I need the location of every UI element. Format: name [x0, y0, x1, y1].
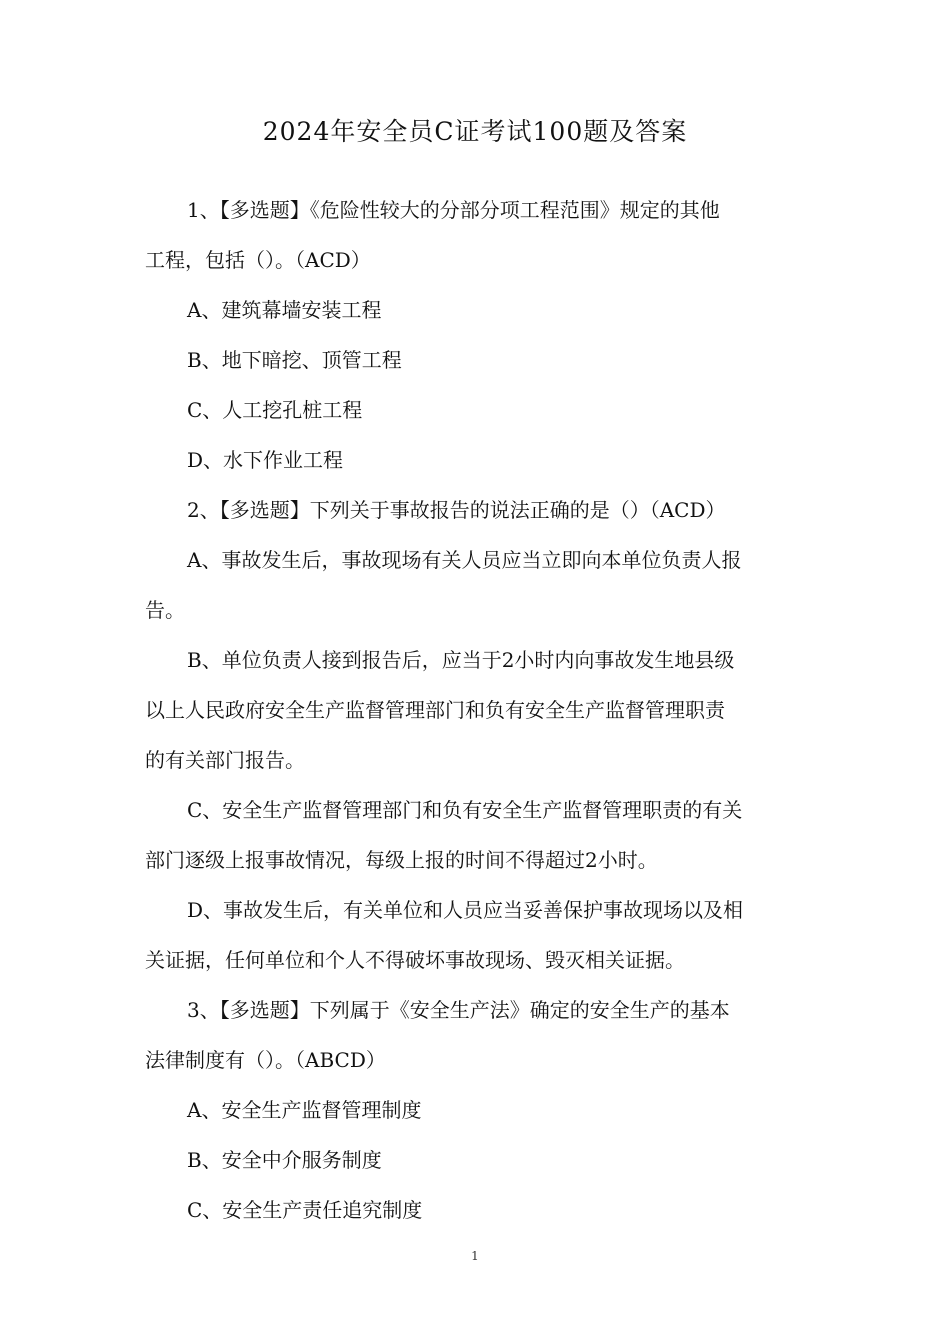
text-line: 的有关部门报告。: [145, 748, 305, 772]
text-line: 2、【多选题】下列关于事故报告的说法正确的是（）（ACD）: [187, 498, 726, 522]
text-line: 工程，包括（）。（ACD）: [145, 248, 371, 272]
text-line: 部门逐级上报事故情况，每级上报的时间不得超过2小时。: [145, 848, 658, 872]
text-line: D、水下作业工程: [187, 448, 344, 472]
text-line: 3、【多选题】下列属于《安全生产法》确定的安全生产的基本: [187, 998, 730, 1022]
document-title: 2024年安全员C证考试100题及答案: [262, 117, 688, 146]
text-line: 法律制度有（）。（ABCD）: [145, 1048, 386, 1072]
text-line: A、事故发生后，事故现场有关人员应当立即向本单位负责人报: [187, 548, 742, 572]
text-line: A、建筑幕墙安装工程: [187, 298, 382, 322]
text-line: C、安全生产监督管理部门和负有安全生产监督管理职责的有关: [187, 798, 743, 822]
text-line: 关证据，任何单位和个人不得破坏事故现场、毁灭相关证据。: [145, 948, 685, 972]
page-number: 1: [471, 1249, 479, 1263]
text-line: B、安全中介服务制度: [187, 1148, 382, 1172]
text-line: B、单位负责人接到报告后，应当于2小时内向事故发生地县级: [187, 648, 735, 672]
document-body: [145, 185, 807, 1235]
text-line: 以上人民政府安全生产监督管理部门和负有安全生产监督管理职责: [145, 698, 725, 722]
text-line: A、安全生产监督管理制度: [187, 1098, 422, 1122]
text-line: 1、【多选题】《危险性较大的分部分项工程范围》规定的其他: [187, 198, 720, 222]
text-line: C、安全生产责任追究制度: [187, 1198, 423, 1222]
text-line: B、地下暗挖、顶管工程: [187, 348, 402, 372]
text-line: C、人工挖孔桩工程: [187, 398, 363, 422]
text-line: 告。: [145, 598, 185, 622]
text-line: D、事故发生后，有关单位和人员应当妥善保护事故现场以及相: [187, 898, 744, 922]
